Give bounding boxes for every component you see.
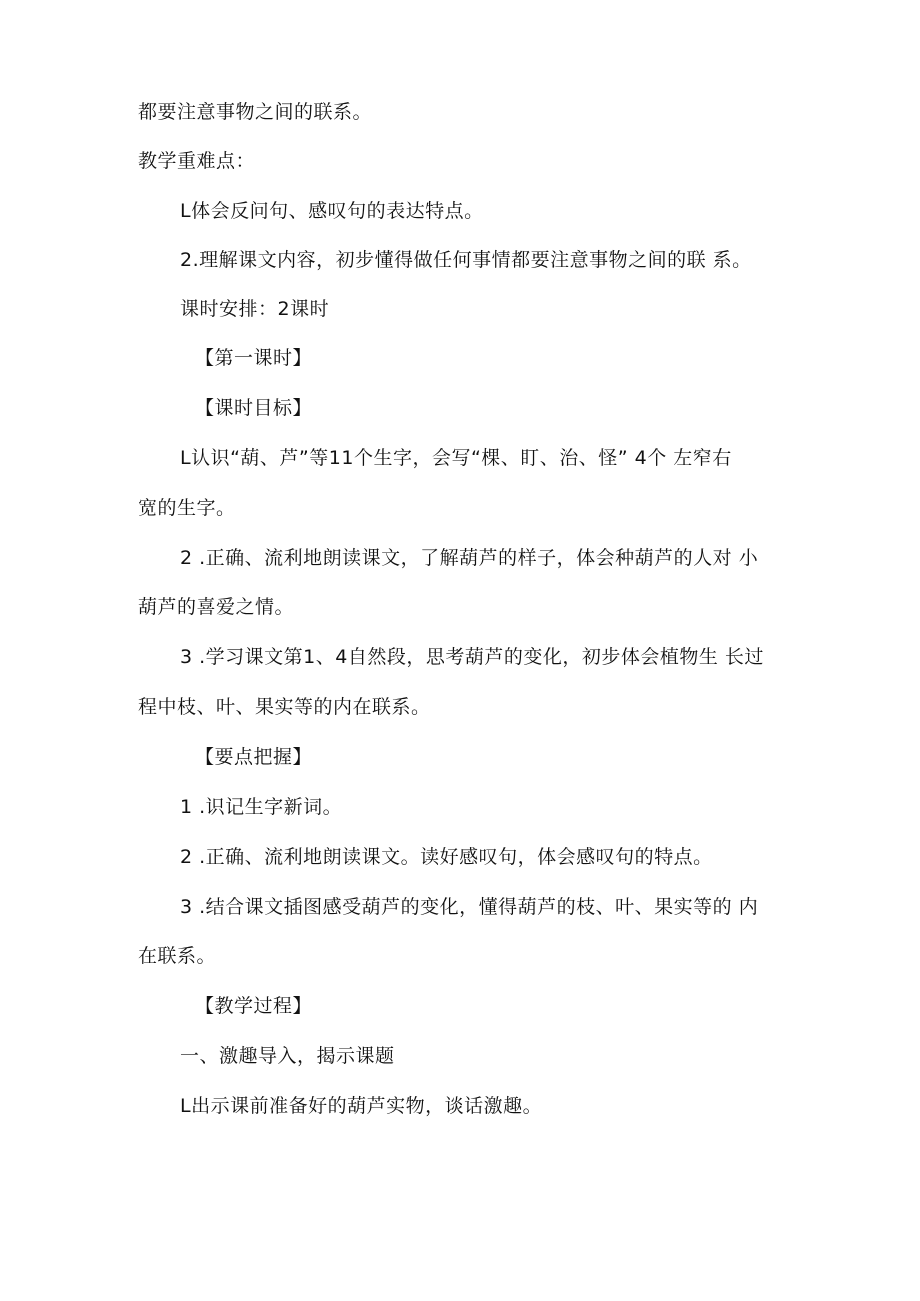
text-line: 一、激趣导入，揭示课题 xyxy=(180,1045,395,1067)
text-line: 2 .正确、流利地朗读课文，了解葫芦的样子，体会种葫芦的人对 小 xyxy=(180,547,759,569)
text-line: 宽的生字。 xyxy=(138,497,236,519)
text-line: L出示课前准备好的葫芦实物，谈话激趣。 xyxy=(180,1095,543,1117)
text-line: 都要注意事物之间的联系。 xyxy=(138,101,373,123)
section-heading: 【第一课时】 xyxy=(195,347,313,369)
section-heading: 【教学过程】 xyxy=(195,995,313,1017)
text-line: 葫芦的喜爱之情。 xyxy=(138,596,295,618)
text-line: 2 .正确、流利地朗读课文。读好感叹句，体会感叹句的特点。 xyxy=(180,846,713,868)
text-line: 2.理解课文内容，初步懂得做任何事情都要注意事物之间的联 系。 xyxy=(180,249,752,271)
text-line: 3 .学习课文第1、4自然段，思考葫芦的变化，初步体会植物生 长过 xyxy=(180,646,764,668)
text-line: 3 .结合课文插图感受葫芦的变化，懂得葫芦的枝、叶、果实等的 内 xyxy=(180,896,759,918)
text-line: 程中枝、叶、果实等的内在联系。 xyxy=(138,696,431,718)
text-line: 课时安排：2课时 xyxy=(180,298,330,320)
text-line: L体会反问句、感叹句的表达特点。 xyxy=(180,200,484,222)
section-heading: 【要点把握】 xyxy=(195,746,313,768)
text-line: 在联系。 xyxy=(138,945,217,967)
section-heading: 【课时目标】 xyxy=(195,397,313,419)
text-line: L认识“葫、芦”等11个生字，会写“棵、盯、治、怪” 4个 左窄右 xyxy=(180,447,732,469)
section-heading: 教学重难点： xyxy=(138,150,256,172)
text-line: 1 .识记生字新词。 xyxy=(180,796,343,818)
